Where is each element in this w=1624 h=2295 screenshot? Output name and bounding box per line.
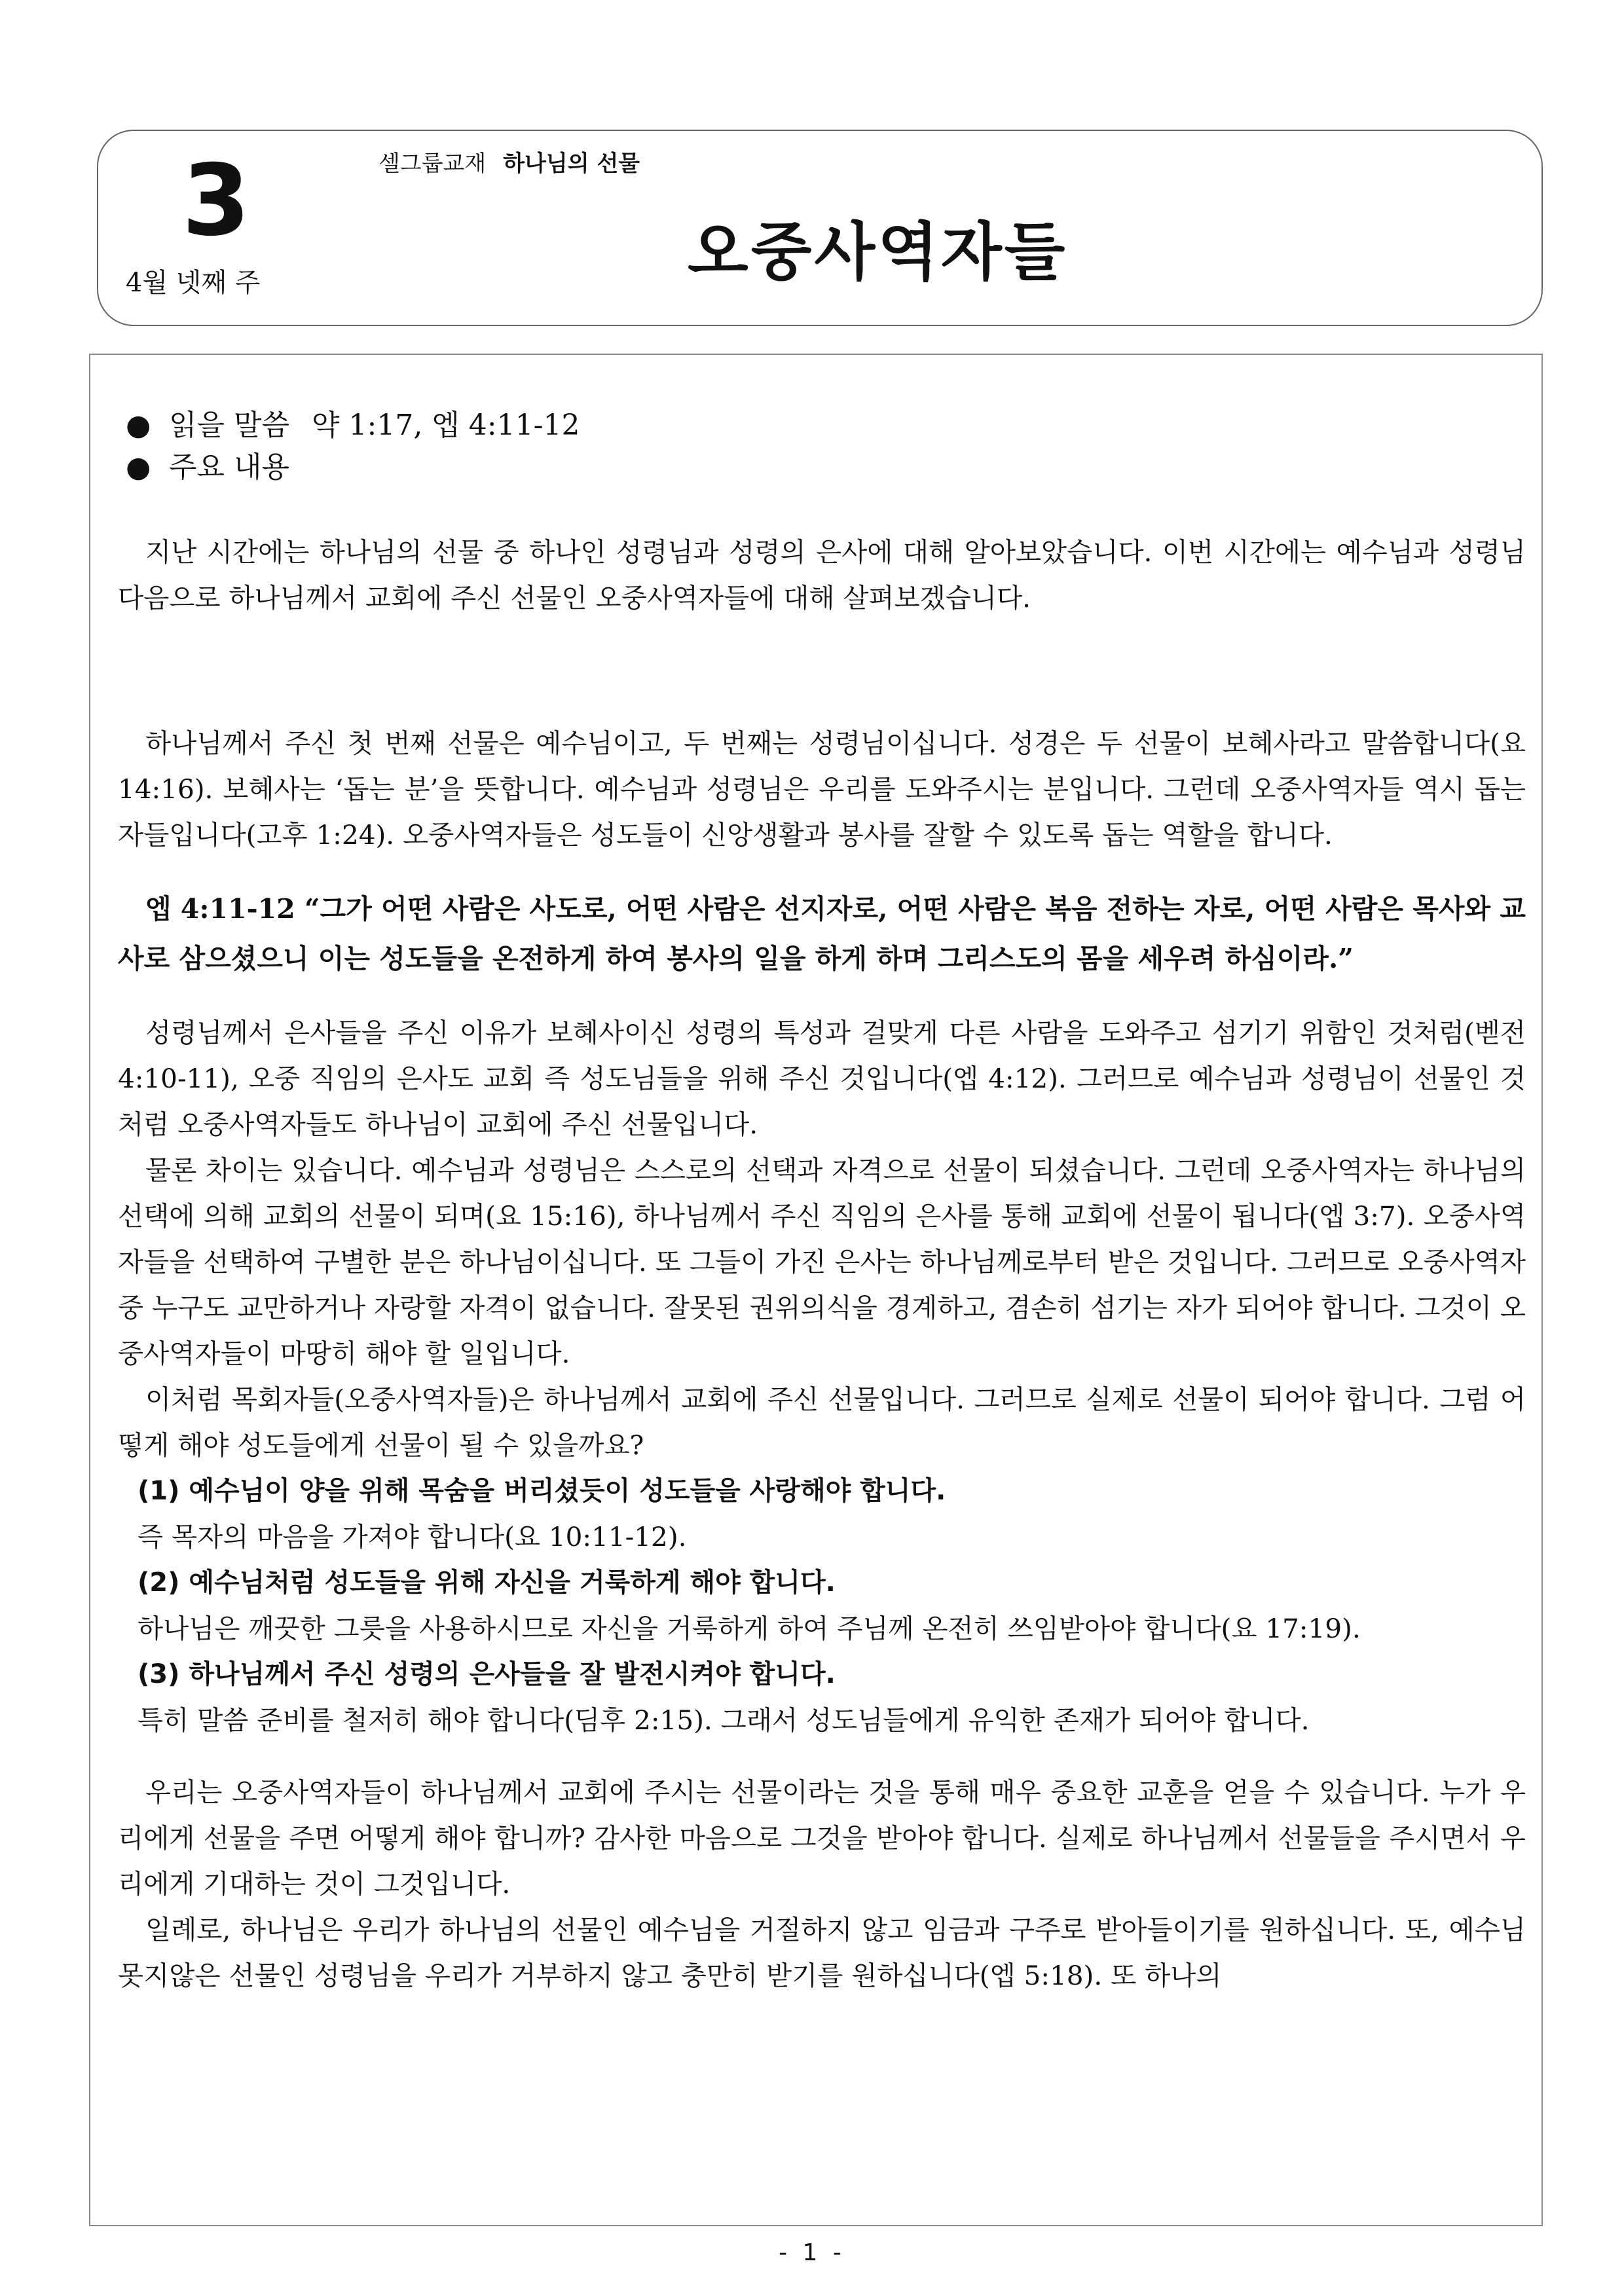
page-title: 오중사역자들 bbox=[688, 215, 1068, 289]
series-name: 하나님의 선물 bbox=[503, 151, 640, 177]
point-1-body: 즉 목자의 마음을 가져야 합니다(요 10:11-12). bbox=[138, 1521, 687, 1552]
page-number: - 1 - bbox=[779, 2239, 845, 2266]
lesson-content bbox=[118, 405, 1526, 1998]
point-3-body: 특히 말씀 준비를 철저히 해야 합니다(딤후 2:15). 그래서 성도님들에게 유익한 존재가 되어야 합니다. bbox=[138, 1704, 1310, 1736]
bullet-icon: ● bbox=[126, 409, 151, 442]
series-info bbox=[378, 149, 640, 178]
reading-label: 읽을 말씀 bbox=[169, 409, 290, 442]
paragraph-question: 이처럼 목회자들(오중사역자들)은 하나님께서 교회에 주신 선물입니다. 그러므로 실제로 선물이 되어야 합니다. 그럼 어떻게 해야 성도들에게 선물이 될 수 있을까요? bbox=[118, 1384, 1526, 1461]
intro-paragraph: 지난 시간에는 하나님의 선물 중 하나인 성령님과 성령의 은사에 대해 알아보았습니다. 이번 시간에는 예수님과 성령님 다음으로 하나님께서 교회에 주신 선물인 오중사역자들에 대해 살펴보겠습니다. bbox=[118, 536, 1526, 614]
paragraph-example: 일례로, 하나님은 우리가 하나님의 선물인 예수님을 거절하지 않고 임금과 구주로 받아들이기를 원하십니다. 또, 예수님 못지않은 선물인 성령님을 우리가 거부하지 않고 충만히 받기를 원하십니다(엡 5:18). 또 하나의 bbox=[118, 1914, 1526, 1991]
point-2-body: 하나님은 깨끗한 그릇을 사용하시므로 자신을 거룩하게 하여 주님께 온전히 쓰임받아야 합니다(요 17:19). bbox=[138, 1613, 1361, 1644]
point-1-title: (1) 예수님이 양을 위해 목숨을 버리셨듯이 성도들을 사랑해야 합니다. bbox=[138, 1476, 946, 1506]
lesson-week: 4월 넷째 주 bbox=[126, 268, 261, 298]
paragraph-lesson: 우리는 오중사역자들이 하나님께서 교회에 주시는 선물이라는 것을 통해 매우 중요한 교훈을 얻을 수 있습니다. 누가 우리에게 선물을 주면 어떻게 해야 합니까? 감사한 마음으로 그것을 받아야 합니다. 실제로 하나님께서 선물들을 주시면서 우리에게 기대하는 것이 그것입니다. bbox=[118, 1776, 1526, 1900]
reading-line bbox=[126, 405, 1526, 447]
reading-value: 약 1:17, 엡 4:11-12 bbox=[312, 409, 580, 442]
lesson-number: 3 bbox=[181, 144, 251, 258]
key-verse: 엡 4:11-12 “그가 어떤 사람은 사도로, 어떤 사람은 선지자로, 어떤 사람은 복음 전하는 자로, 어떤 사람은 목사와 교사로 삼으셨으니 이는 성도들을 온전하게 하여 봉사의 일을 하게 하며 그리스도의 몸을 세우려 하심이라.” bbox=[118, 893, 1526, 974]
bullet-icon: ● bbox=[126, 450, 151, 484]
summary-line bbox=[126, 447, 1526, 488]
paragraph-reason: 성령님께서 은사들을 주신 이유가 보혜사이신 성령의 특성과 걸맞게 다른 사람을 도와주고 섬기기 위함인 것처럼(벧전 4:10-11), 오중 직임의 은사도 교회 즉 성도님들을 위해 주신 것입니다(엡 4:12). 그러므로 예수님과 성령님이 선물인 것처럼 오중사역자들도 하나님이 교회에 주신 선물입니다. bbox=[118, 1017, 1526, 1140]
series-label: 셀그룹교재 bbox=[378, 151, 487, 177]
paragraph-difference: 물론 차이는 있습니다. 예수님과 성령님은 스스로의 선택과 자격으로 선물이 되셨습니다. 그런데 오중사역자는 하나님의 선택에 의해 교회의 선물이 되며(요 15:16), 하나님께서 주신 직임의 은사를 통해 교회에 선물이 됩니다(엡 3:7). 오중사역자들을 선택하여 구별한 분은 하나님이십니다. 또 그들이 가진 은사는 하나님께로부터 받은 것입니다. 그러므로 오중사역자 중 누구도 교만하거나 자랑할 자격이 없습니다. 잘못된 권위의식을 경계하고, 겸손히 섬기는 자가 되어야 합니다. 그것이 오중사역자들이 마땅히 해야 할 일입니다. bbox=[118, 1154, 1526, 1369]
point-3-title: (3) 하나님께서 주신 성령의 은사들을 잘 발전시켜야 합니다. bbox=[138, 1659, 836, 1689]
summary-label: 주요 내용 bbox=[169, 450, 290, 484]
point-2-title: (2) 예수님처럼 성도들을 위해 자신을 거룩하게 해야 합니다. bbox=[138, 1568, 836, 1598]
paragraph-gifts: 하나님께서 주신 첫 번째 선물은 예수님이고, 두 번째는 성령님이십니다. 성경은 두 선물이 보혜사라고 말씀합니다(요 14:16). 보혜사는 ‘돕는 분’을 뜻합니다. 예수님과 성령님은 우리를 도와주시는 분입니다. 그런데 오중사역자들 역시 돕는 자들입니다(고후 1:24). 오중사역자들은 성도들이 신앙생활과 봉사를 잘할 수 있도록 돕는 역할을 합니다. bbox=[118, 727, 1526, 851]
